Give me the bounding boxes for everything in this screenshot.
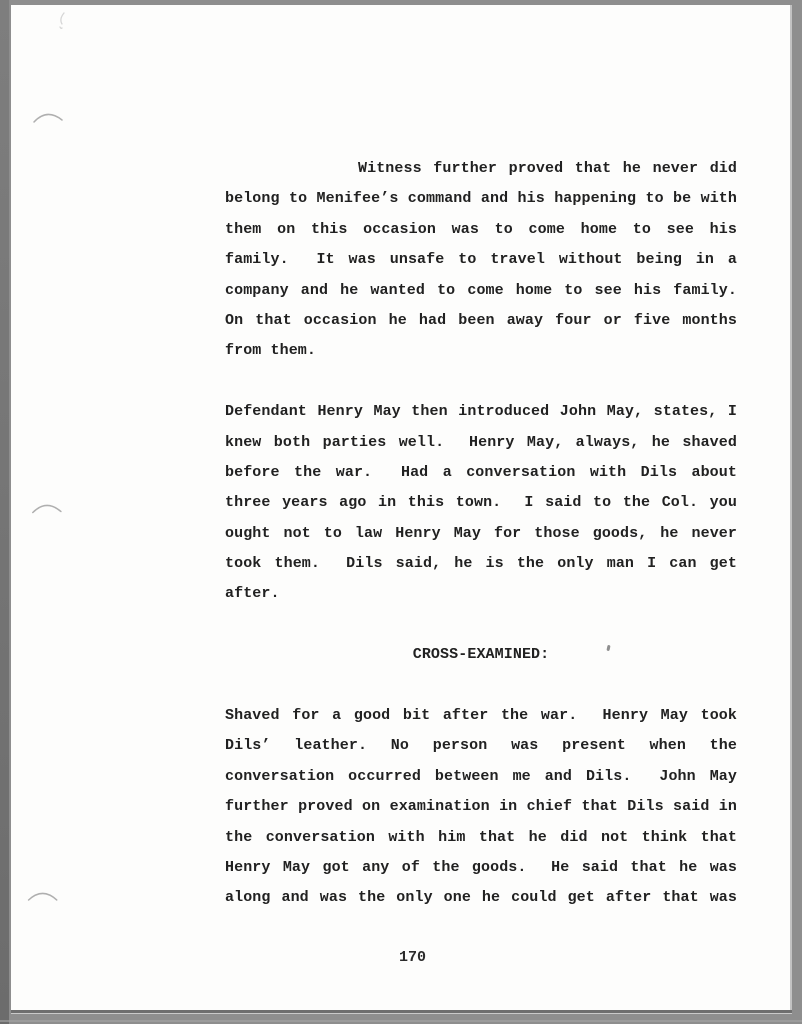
document-line: Defendant Henry May then introduced John May, states, I	[225, 403, 737, 421]
document-line: before the war. Had a conversation with Dils about	[225, 463, 737, 481]
blank-line	[225, 610, 737, 640]
document-line: conversation occurred between me and Dils. John May	[225, 767, 737, 785]
blank-line	[225, 367, 737, 397]
blank-line	[225, 671, 737, 701]
page-number: 170	[398, 949, 426, 966]
document-line: company and he wanted to come home to see his family.	[225, 281, 737, 299]
document-line: from them.	[225, 342, 317, 360]
punch-hole-mark-bottom	[26, 885, 59, 905]
scan-smudge-mark	[55, 11, 69, 31]
document-line: ought not to law Henry May for those goods, he never	[225, 524, 737, 542]
paper-page	[11, 5, 792, 1010]
document-line: Witness further proved that he never did	[358, 160, 737, 177]
document-line: after.	[225, 585, 280, 603]
scanner-edge-band	[0, 0, 9, 1024]
document-line: Dils’ leather. No person was present when the	[225, 737, 737, 755]
document-text-block	[225, 154, 737, 914]
document-line: three years ago in this town. I said to the Col. you	[225, 494, 737, 512]
document-line: took them. Dils said, he is the only man I can get	[225, 555, 737, 573]
document-line: Shaved for a good bit after the war. Henry May took	[225, 707, 737, 725]
page-stack-edge	[0, 1020, 802, 1022]
section-heading: CROSS-EXAMINED:	[412, 646, 550, 664]
document-line: On that occasion he had been away four or five months	[225, 311, 737, 329]
document-line: belong to Menifee’s command and his happening to be with	[225, 190, 737, 208]
document-line: along and was the only one he could get after that was	[225, 889, 737, 907]
punch-hole-mark-middle	[31, 497, 64, 516]
document-line: them on this occasion was to come home to see his	[225, 220, 737, 238]
document-line: knew both parties well. Henry May, always, he shaved	[225, 433, 737, 451]
document-line: family. It was unsafe to travel without being in a	[225, 251, 737, 269]
document-line: further proved on examination in chief that Dils said in	[225, 798, 737, 816]
document-line: the conversation with him that he did not think that	[225, 828, 737, 846]
punch-hole-mark-top	[32, 107, 64, 125]
document-line: Henry May got any of the goods. He said that he was	[225, 858, 737, 876]
